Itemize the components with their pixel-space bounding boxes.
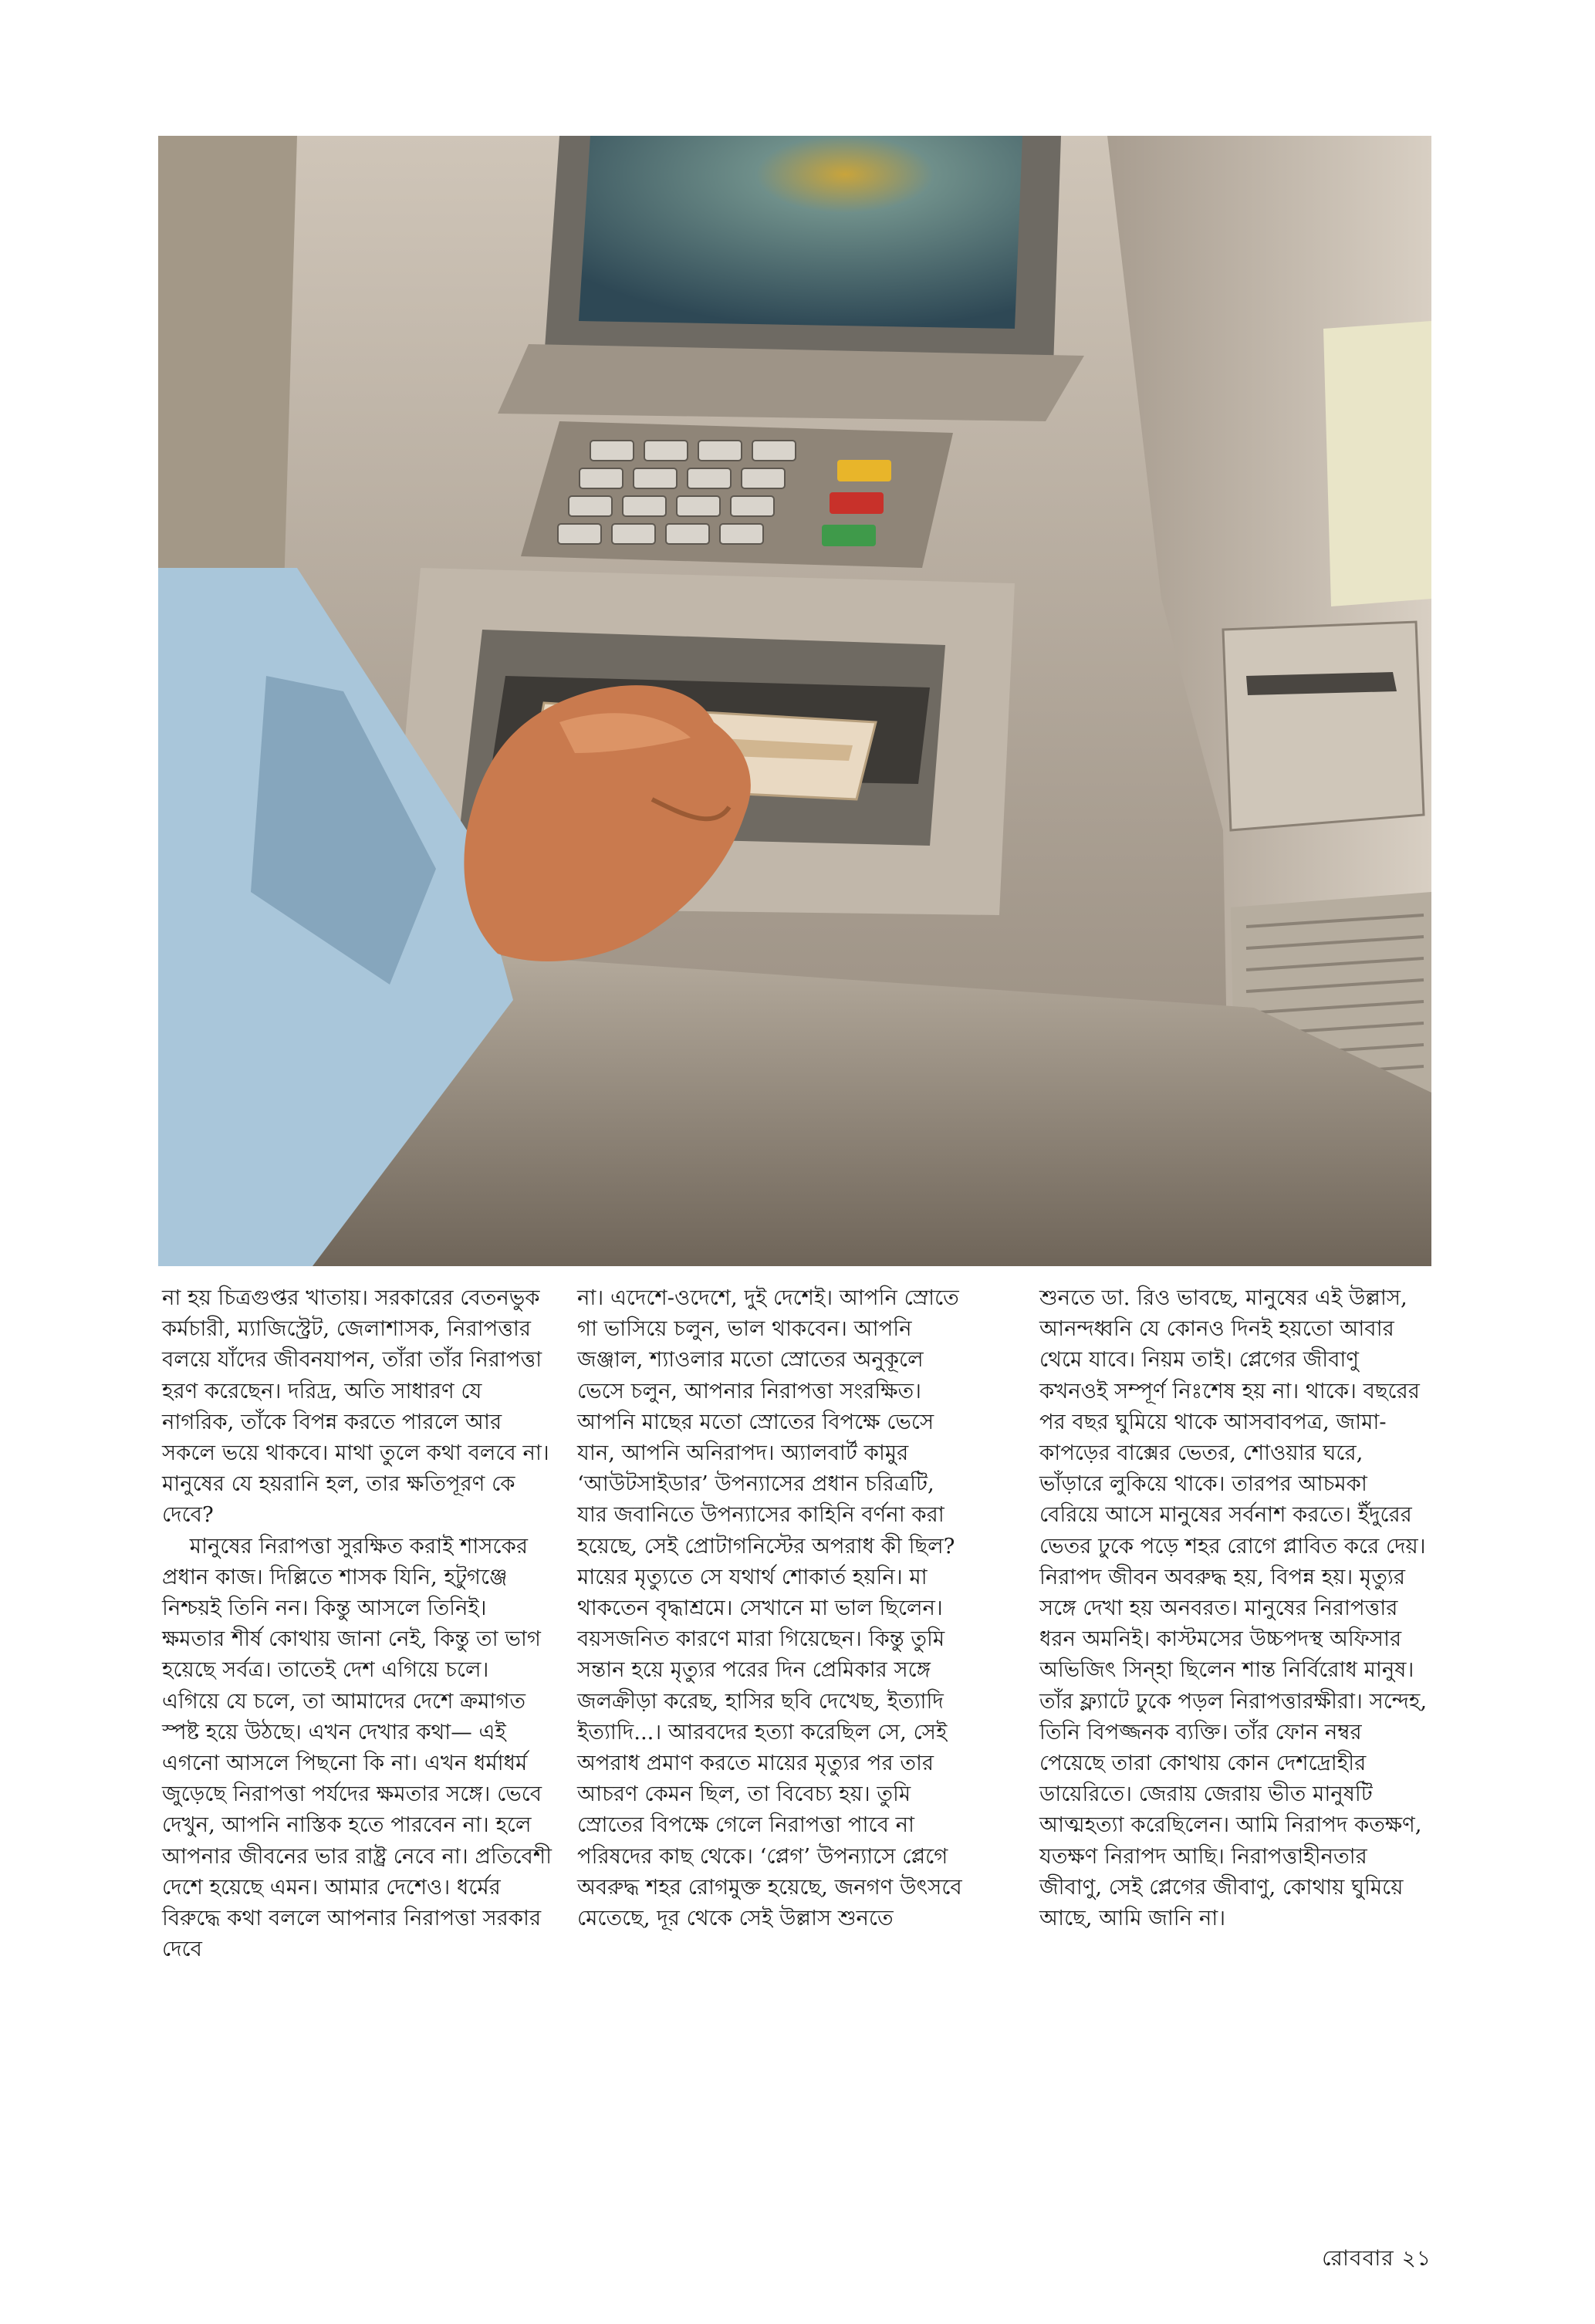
keypad-key (644, 441, 688, 461)
card-slot (1246, 672, 1397, 695)
keypad-key (623, 496, 666, 516)
keypad-key (569, 496, 612, 516)
page-folio: রোববার ২১ (1322, 2245, 1431, 2271)
article-column-2 (577, 1282, 967, 1934)
key-green (822, 525, 876, 546)
paragraph: না হয় চিত্রগুপ্তর খাতায়। সরকারের বেতনভুক কর্মচারী, ম্যাজিস্ট্রেট, জেলাশাসক, নিরাপত্তার বলয়ে যাঁদের জীবনযাপন, তাঁরা তাঁর নিরাপত্তা হরণ করেছেন। দরিদ্র, অতি সাধারণ যে নাগরিক, তাঁকে বিপন্ন করতে পারলে আর সকলে ভয়ে থাকবে। মাথা তুলে কথা বলবে না। মানুষের যে হয়রানি হল, তার ক্ষতিপূরণ কে দেবে? (162, 1285, 549, 1528)
keypad-key (752, 441, 796, 461)
atm-screen (579, 136, 1022, 329)
article-column-1 (162, 1282, 552, 1964)
keypad-key (677, 496, 720, 516)
keypad-key (558, 524, 601, 544)
keypad-key (742, 468, 785, 488)
keypad-key (666, 524, 709, 544)
keypad-key (731, 496, 774, 516)
card-reader (1223, 622, 1424, 830)
keypad-key (720, 524, 763, 544)
paragraph: না। এদেশে-ওদেশে, দুই দেশেই। আপনি স্রোতে গা ভাসিয়ে চলুন, ভাল থাকবেন। আপনি জঞ্জাল, শ্যাওলার মতো স্রোতের অনুকূলে ভেসে চলুন, আপনার নিরাপত্তা সংরক্ষিত। আপনি মাছের মতো স্রোতের বিপক্ষে ভেসে যান, আপনি অনিরাপদ। অ্যালবার্ট কামুর ‘আউটসাইডার’ উপন্যাসের প্রধান চরিত্রটি, যার জবানিতে উপন্যাসের কাহিনি বর্ণনা করা হয়েছে, সেই প্রোটাগনিস্টের অপরাধ কী ছিল? মায়ের মৃত্যুতে সে যথার্থ শোকার্ত হয়নি। মা থাকতেন বৃদ্ধাশ্রমে। সেখানে মা ভাল ছিলেন। বয়সজনিত কারণে মারা গিয়েছেন। কিন্তু তুমি সন্তান হয়ে মৃত্যুর পরের দিন প্রেমিকার সঙ্গে জলক্রীড়া করেছ, হাসির ছবি দেখেছ, ইত্যাদি ইত্যাদি...। আরবদের হত্যা করেছিল সে, সেই অপরাধ প্রমাণ করতে মায়ের মৃত্যুর পর তার আচরণ কেমন ছিল, তা বিবেচ্য হয়। তুমি স্রোতের বিপক্ষে গেলে নিরাপত্তা পাবে না পরিষদের কাছ থেকে। ‘প্লেগ’ উপন্যাসে প্লেগে অবরুদ্ধ শহর রোগমুক্ত হয়েছে, জনগণ উৎসবে মেতেছে, দূর থেকে সেই উল্লাস শুনতে (577, 1285, 962, 1931)
keypad-key (590, 441, 634, 461)
receipt-screen (1323, 321, 1431, 606)
atm-photo (158, 136, 1431, 1266)
paragraph: মানুষের নিরাপত্তা সুরক্ষিত করাই শাসকের প্রধান কাজ। দিল্লিতে শাসক যিনি, হটুগঞ্জে নিশ্চয়ই তিনি নন। কিন্তু আসলে তিনিই। ক্ষমতার শীর্ষ কোথায় জানা নেই, কিন্তু তা ভাগ হয়েছে সর্বত্র। তাতেই দেশ এগিয়ে চলে। এগিয়ে যে চলে, তা আমাদের দেশে ক্রমাগত স্পষ্ট হয়ে উঠছে। এখন দেখার কথা— এই এগনো আসলে পিছনো কি না। এখন ধর্মাধর্ম জুড়েছে নিরাপত্তা পর্যদের ক্ষমতার সঙ্গে। ভেবে দেখুন, আপনি নাস্তিক হতে পারবেন না। হলে আপনার জীবনের ভার রাষ্ট্র নেবে না। প্রতিবেশী দেশে হয়েছে এমন। আমার দেশেও। ধর্মের বিরুদ্ধে কথা বললে আপনার নিরাপত্তা সরকার দেবে (162, 1533, 552, 1962)
keypad-key (612, 524, 655, 544)
screen-surround-lower (498, 344, 1084, 421)
paragraph: শুনতে ডা. রিও ভাবছে, মানুষের এই উল্লাস, আনন্দধ্বনি যে কোনও দিনই হয়তো আবার থেমে যাবে। নিয়ম তাই। প্লেগের জীবাণু কখনওই সম্পূর্ণ নিঃশেষ হয় না। থাকে। বছরের পর বছর ঘুমিয়ে থাকে আসবাবপত্র, জামা-কাপড়ের বাক্সের ভেতর, শোওয়ার ঘরে, ভাঁড়ারে লুকিয়ে থাকে। তারপর আচমকা বেরিয়ে আসে মানুষের সর্বনাশ করতে। ইঁদুরের ভেতর ঢুকে পড়ে শহর রোগে প্লাবিত করে দেয়। নিরাপদ জীবন অবরুদ্ধ হয়, বিপন্ন হয়। মৃত্যুর সঙ্গে দেখা হয় অনবরত। মানুষের নিরাপত্তার ধরন অমনিই। কাস্টমসের উচ্চপদস্থ অফিসার অভিজিৎ সিন্হা ছিলেন শান্ত নির্বিরোধ মানুষ। তাঁর ফ্ল্যাটে ঢুকে পড়ল নিরাপত্তারক্ষীরা। সন্দেহ, তিনি বিপজ্জনক ব্যক্তি। তাঁর ফোন নম্বর পেয়েছে তারা কোথায় কোন দেশদ্রোহীর ডায়েরিতে। জেরায় জেরায় ভীত মানুষটি আত্মহত্যা করেছিলেন। আমি নিরাপদ কতক্ষণ, যতক্ষণ নিরাপদ আছি। নিরাপত্তাহীনতার জীবাণু, সেই প্লেগের জীবাণু, কোথায় ঘুমিয়ে আছে, আমি জানি না। (1039, 1285, 1428, 1931)
article-column-3 (1039, 1282, 1429, 1934)
keypad-key (688, 468, 731, 488)
keypad-key (580, 468, 623, 488)
keypad-key (698, 441, 742, 461)
key-yellow (837, 460, 891, 481)
keypad-key (634, 468, 677, 488)
key-red (830, 492, 884, 514)
